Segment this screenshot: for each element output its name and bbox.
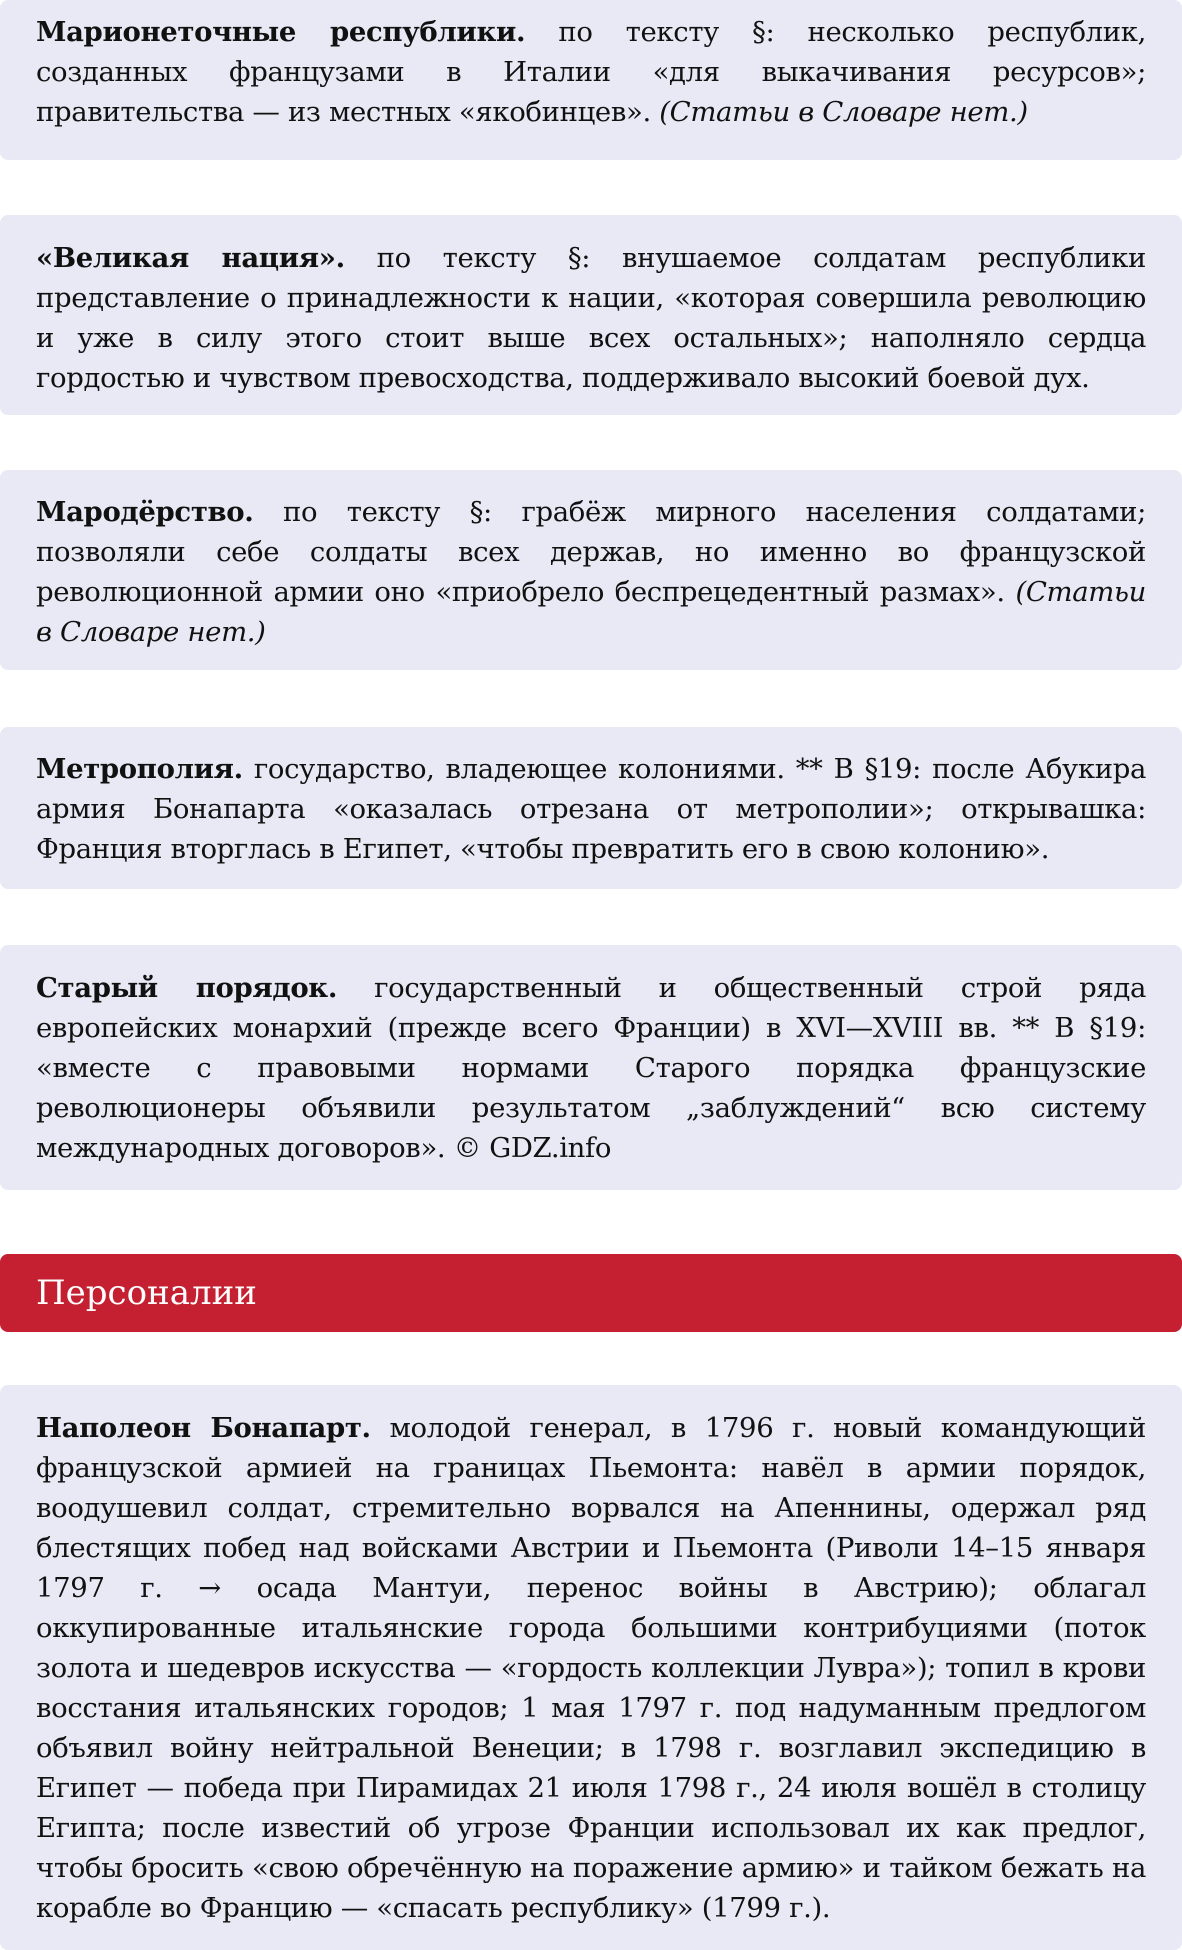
entry-text: по тексту §: несколько республик, созданных французами в Италии «для выкачивания ресурсов»; правительства — из местных «якобинцев». <box>36 16 1146 128</box>
entry-term: Мародёрство. <box>36 496 254 528</box>
entry-note: (Статьи в Словаре нет.) <box>659 96 1028 128</box>
glossary-entry-old-regime <box>0 945 1182 1190</box>
entry-paragraph <box>36 968 1146 1168</box>
entry-note: (Статьи в Словаре нет.) <box>36 576 1146 648</box>
entry-paragraph <box>36 492 1146 652</box>
entry-paragraph <box>36 12 1146 132</box>
glossary-entry-metropolis <box>0 727 1182 889</box>
glossary-entry-marauding <box>0 470 1182 670</box>
entry-term: Марионеточные республики. <box>36 16 526 48</box>
glossary-entry-great-nation <box>0 215 1182 415</box>
glossary-entry-puppet-republics <box>0 0 1182 160</box>
entry-term: Наполеон Бонапарт. <box>36 1412 371 1444</box>
entry-text: государство, владеющее колониями. ** В §19: после Абукира армия Бонапарта «оказалась отрезана от метрополии»; открывашка: Франция вторглась в Египет, «чтобы превратить его в свою колонию». <box>36 753 1146 865</box>
entry-text: молодой генерал, в 1796 г. новый командующий французской армией на границах Пьемонта: навёл в армии порядок, воодушевил солдат, стремительно ворвался на Апеннины, одержал ряд блестящих побед над войсками Австрии и Пьемонта (Риволи 14–15 января 1797 г. → осада Мантуи, перенос войны в Австрию); облагал оккупированные итальянские города большими контрибуциями (поток золота и шедевров искусства — «гордость коллекции Лувра»); топил в крови восстания итальянских городов; 1 мая 1797 г. под надуманным предлогом объявил войну нейтральной Венеции; в 1798 г. возглавил экспедицию в Египет — победа при Пирамидах 21 июля 1798 г., 24 июля вошёл в столицу Египта; после известий об угрозе Франции использовал их как предлог, чтобы бросить «свою обречённую на поражение армию» и тайком бежать на корабле во Францию — «спасать республику» (1799 г.). <box>36 1412 1146 1924</box>
entry-text: государственный и общественный строй ряда европейских монархий (прежде всего Франции) в XVI—XVIII вв. ** В §19: «вместе с правовыми нормами Старого порядка французские революционеры объявили результатом „заблуждений“ всю систему международных договоров». © GDZ.info <box>36 972 1146 1164</box>
entry-term: Метрополия. <box>36 753 243 785</box>
entry-term: Старый порядок. <box>36 972 338 1004</box>
entry-text: по тексту §: грабёж мирного населения солдатами; позволяли себе солдаты всех держав, но именно во французской революционной армии оно «приобрело беспрецедентный размах». <box>36 496 1146 608</box>
entry-paragraph <box>36 238 1146 398</box>
personalia-entry-napoleon <box>0 1385 1182 1950</box>
entry-paragraph <box>36 749 1146 869</box>
section-header-personalia: Персоналии <box>0 1254 1182 1332</box>
entry-term: «Великая нация». <box>36 242 345 274</box>
entry-paragraph <box>36 1408 1146 1928</box>
entry-text: по тексту §: внушаемое солдатам республики представление о принадлежности к нации, «которая совершила революцию и уже в силу этого стоит выше всех остальных»; наполняло сердца гордостью и чувством превосходства, поддерживало высокий боевой дух. <box>36 242 1146 394</box>
